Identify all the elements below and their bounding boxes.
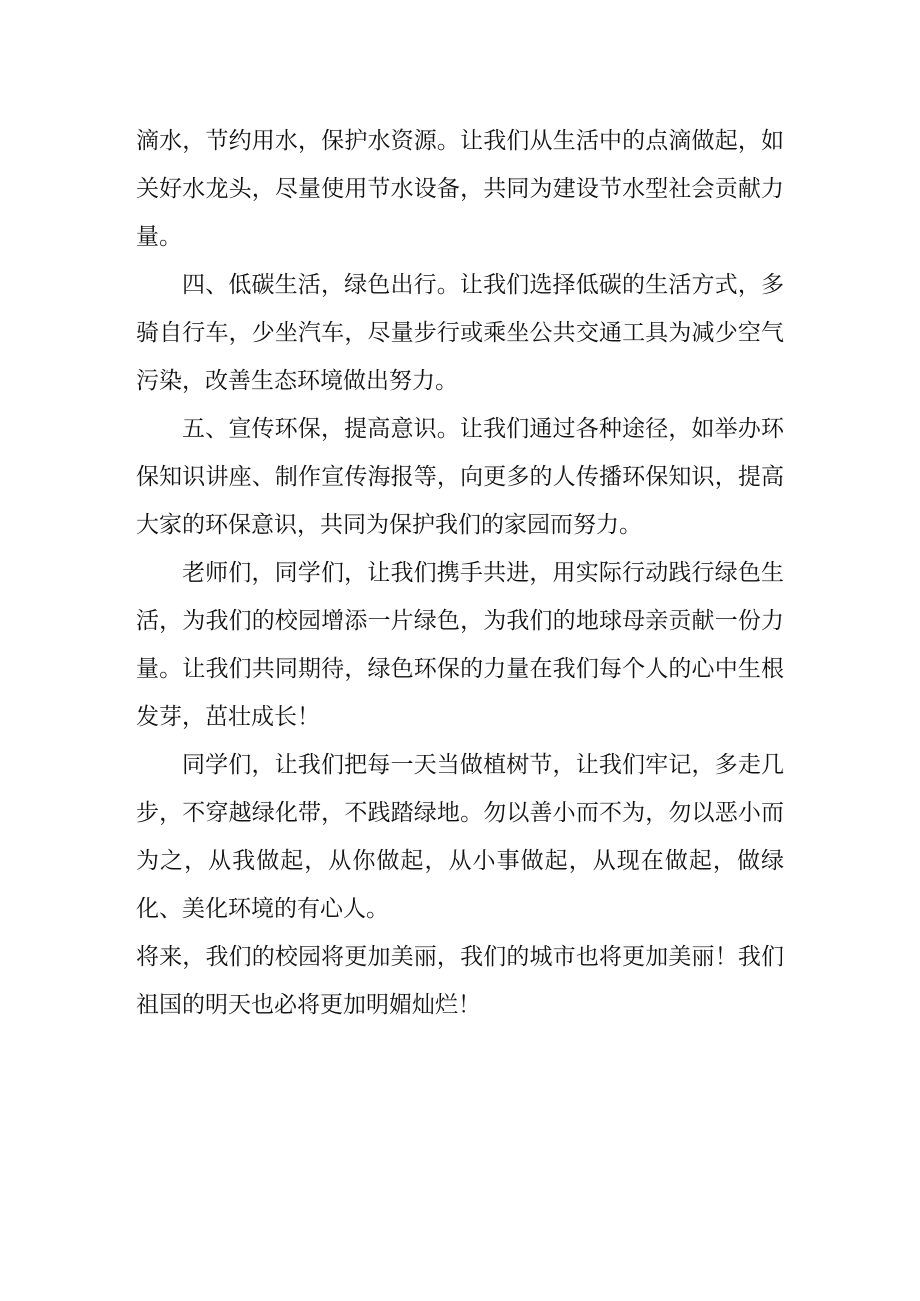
paragraph-publicity: 五、宣传环保，提高意识。让我们通过各种途径，如举办环保知识讲座、制作宣传海报等，向更多的人传播环保知识，提高大家的环保意识，共同为保护我们的家园而努力。 bbox=[136, 416, 784, 538]
paragraph-water-saving-continued: 滴水，节约用水，保护水资源。让我们从生活中的点滴做起，如关好水龙头，尽量使用节水设备，共同为建设节水型社会贡献力量。 bbox=[136, 128, 784, 250]
document-body bbox=[136, 117, 784, 1029]
paragraph-teachers-students: 老师们，同学们，让我们携手共进，用实际行动践行绿色生活，为我们的校园增添一片绿色，为我们的地球母亲贡献一份力量。让我们共同期待，绿色环保的力量在我们每个人的心中生根发芽，茁壮成长！ bbox=[136, 560, 784, 730]
paragraph-tree-planting-day: 同学们，让我们把每一天当做植树节，让我们牢记，多走几步，不穿越绿化带，不践踏绿地。勿以善小而不为，勿以恶小而为之，从我做起，从你做起，从小事做起，从现在做起，做绿化、美化环境的有心人。 bbox=[136, 752, 784, 922]
paragraph-future: 将来，我们的校园将更加美丽，我们的城市也将更加美丽！我们祖国的明天也必将更加明媚灿烂！ bbox=[136, 944, 784, 1018]
paragraph-low-carbon: 四、低碳生活，绿色出行。让我们选择低碳的生活方式，多骑自行车，少坐汽车，尽量步行或乘坐公共交通工具为减少空气污染，改善生态环境做出努力。 bbox=[136, 272, 784, 394]
